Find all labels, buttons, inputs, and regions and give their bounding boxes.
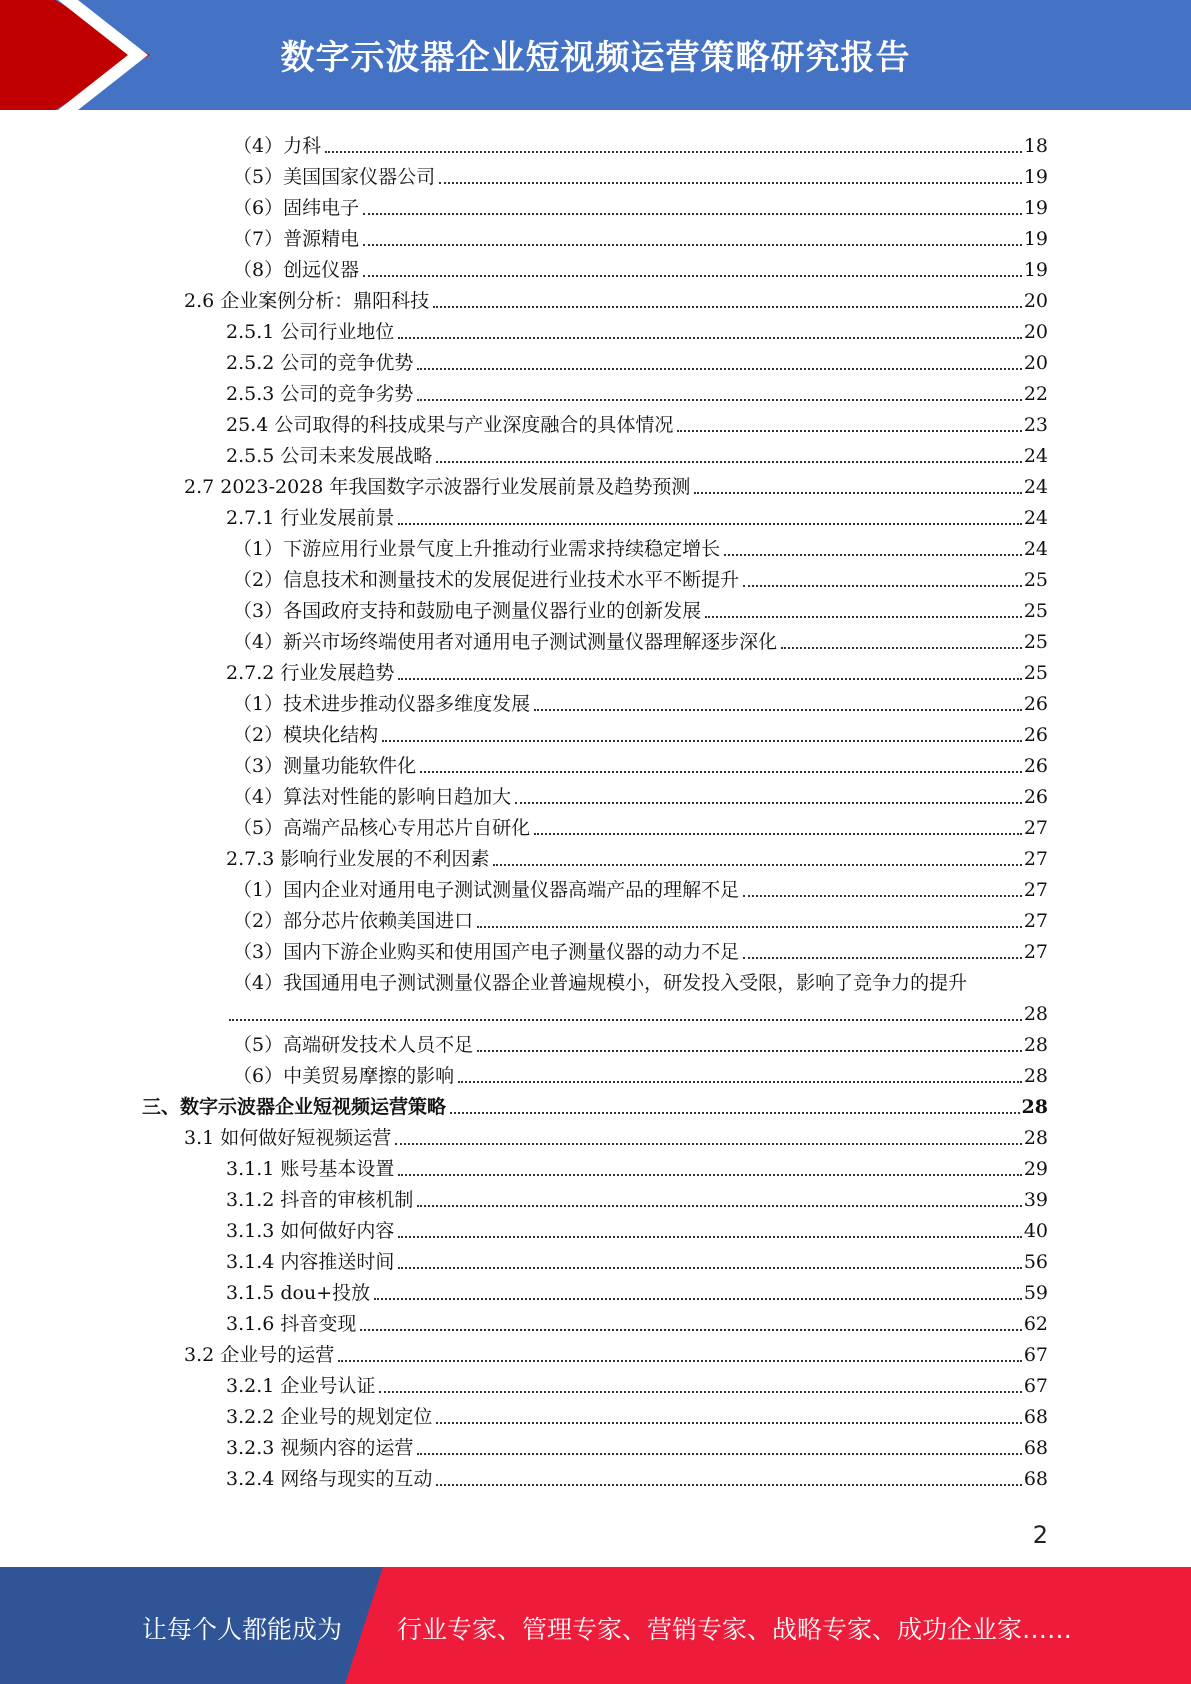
toc-entry-title: （5）高端产品核心专用芯片自研化 xyxy=(233,817,531,839)
toc-entry[interactable] xyxy=(226,840,1048,871)
toc-entry-page: 25 xyxy=(1023,631,1048,653)
toc-leader-dots xyxy=(436,1483,1021,1486)
report-title: 数字示波器企业短视频运营策略研究报告 xyxy=(280,38,911,78)
toc-entry-title: （4）力科 xyxy=(233,135,322,157)
toc-entry-page: 25 xyxy=(1023,600,1048,622)
toc-entry[interactable] xyxy=(233,127,1048,158)
toc-leader-dots xyxy=(694,491,1021,494)
toc-entry-page: 56 xyxy=(1023,1251,1048,1273)
toc-entry[interactable] xyxy=(233,1026,1048,1057)
toc-entry-title: 25.4 公司取得的科技成果与产业深度融合的具体情况 xyxy=(226,414,674,436)
toc-entry-title: （5）高端研发技术人员不足 xyxy=(233,1034,474,1056)
toc-entry[interactable] xyxy=(233,561,1048,592)
toc-leader-dots xyxy=(534,708,1022,711)
toc-entry-title: 3.1.2 抖音的审核机制 xyxy=(226,1189,414,1211)
toc-entry-page: 39 xyxy=(1023,1189,1048,1211)
toc-leader-dots xyxy=(436,460,1021,463)
toc-entry-page: 68 xyxy=(1023,1468,1048,1490)
toc-leader-dots xyxy=(781,646,1022,649)
toc-entry-title: 3.1.3 如何做好内容 xyxy=(226,1220,395,1242)
toc-entry-title: （8）创远仪器 xyxy=(233,259,360,281)
toc-entry[interactable] xyxy=(233,809,1048,840)
toc-entry-page: 26 xyxy=(1023,724,1048,746)
toc-entry-title: （4）新兴市场终端使用者对通用电子测试测量仪器理解逐步深化 xyxy=(233,631,778,653)
toc-entry[interactable] xyxy=(184,282,1048,313)
toc-entry[interactable] xyxy=(226,344,1048,375)
toc-entry-page: 25 xyxy=(1023,662,1048,684)
toc-leader-dots xyxy=(325,150,1022,153)
toc-leader-dots xyxy=(417,398,1021,401)
toc-entry[interactable] xyxy=(184,468,1048,499)
toc-entry-page: 26 xyxy=(1023,693,1048,715)
toc-entry-title: （6）中美贸易摩擦的影响 xyxy=(233,1065,455,1087)
toc-entry-title: 2.7.2 行业发展趋势 xyxy=(226,662,395,684)
footer-slogan-left: 让每个人都能成为 xyxy=(142,1615,343,1644)
page-header xyxy=(0,0,1191,110)
toc-entry[interactable] xyxy=(226,1429,1048,1460)
toc-entry-page: 20 xyxy=(1023,352,1048,374)
toc-entry-title: 3.1.6 抖音变现 xyxy=(226,1313,357,1335)
toc-entry[interactable] xyxy=(226,1460,1048,1491)
toc-entry[interactable] xyxy=(233,778,1048,809)
toc-entry[interactable] xyxy=(226,1150,1048,1181)
toc-leader-dots xyxy=(743,584,1022,587)
toc-leader-dots xyxy=(439,181,1022,184)
toc-entry[interactable] xyxy=(233,716,1048,747)
toc-entry[interactable] xyxy=(226,1274,1048,1305)
toc-entry[interactable] xyxy=(226,406,1048,437)
toc-leader-dots xyxy=(363,243,1022,246)
toc-entry-page: 23 xyxy=(1023,414,1048,436)
toc-leader-dots xyxy=(705,615,1022,618)
toc-entry-title: （6）固纬电子 xyxy=(233,197,360,219)
toc-entry-title: （1）下游应用行业景气度上升推动行业需求持续稳定增长 xyxy=(233,538,721,560)
toc-entry-title: （1）国内企业对通用电子测试测量仪器高端产品的理解不足 xyxy=(233,879,740,901)
toc-leader-dots xyxy=(477,925,1022,928)
toc-entry-page: 19 xyxy=(1023,166,1048,188)
toc-entry[interactable] xyxy=(226,1212,1048,1243)
toc-leader-dots xyxy=(534,832,1022,835)
toc-leader-dots xyxy=(382,739,1022,742)
toc-entry-title: 2.7.3 影响行业发展的不利因素 xyxy=(226,848,490,870)
toc-leader-dots xyxy=(338,1359,1022,1362)
toc-leader-dots xyxy=(417,367,1021,370)
toc-entry[interactable] xyxy=(233,530,1048,561)
toc-entry-page: 68 xyxy=(1023,1406,1048,1428)
toc-leader-dots xyxy=(493,863,1021,866)
toc-leader-dots xyxy=(724,553,1022,556)
toc-entry-title: （1）技术进步推动仪器多维度发展 xyxy=(233,693,531,715)
toc-entry-title: （7）普源精电 xyxy=(233,228,360,250)
toc-entry-page: 59 xyxy=(1023,1282,1048,1304)
toc-leader-dots xyxy=(398,522,1021,525)
toc-entry-page: 19 xyxy=(1023,228,1048,250)
toc-entry-page: 29 xyxy=(1023,1158,1048,1180)
toc-entry-wrapped-first-line[interactable] xyxy=(233,964,1048,995)
toc-entry-page: 68 xyxy=(1023,1437,1048,1459)
toc-entry-title: 三、数字示波器企业短视频运营策略 xyxy=(142,1096,447,1118)
toc-leader-dots xyxy=(398,1173,1021,1176)
toc-leader-dots xyxy=(515,801,1022,804)
toc-leader-dots xyxy=(363,212,1022,215)
toc-entry-title: 3.1 如何做好短视频运营 xyxy=(184,1127,392,1149)
toc-entry-page: 27 xyxy=(1023,910,1048,932)
toc-leader-dots xyxy=(374,1297,1022,1300)
toc-entry-page: 28 xyxy=(1021,1096,1048,1118)
toc-leader-dots xyxy=(417,1452,1021,1455)
toc-entry-title: 3.2 企业号的运营 xyxy=(184,1344,335,1366)
toc-entry-page: 19 xyxy=(1023,259,1048,281)
toc-entry-title: 3.1.4 内容推送时间 xyxy=(226,1251,395,1273)
toc-entry-page: 26 xyxy=(1023,786,1048,808)
toc-entry[interactable] xyxy=(233,251,1048,282)
toc-entry-page: 27 xyxy=(1023,817,1048,839)
toc-entry-page: 28 xyxy=(1023,1065,1048,1087)
toc-leader-dots xyxy=(477,1049,1022,1052)
toc-leader-dots xyxy=(360,1328,1021,1331)
toc-entry[interactable] xyxy=(233,158,1048,189)
toc-leader-dots xyxy=(450,1111,1020,1114)
toc-entry-page: 67 xyxy=(1023,1375,1048,1397)
toc-entry[interactable] xyxy=(184,1336,1048,1367)
toc-entry-title: 2.5.5 公司未来发展战略 xyxy=(226,445,433,467)
toc-entry-title: （4）我国通用电子测试测量仪器企业普遍规模小，研发投入受限，影响了竞争力的提升 xyxy=(233,972,968,994)
toc-entry-title: 2.5.2 公司的竞争优势 xyxy=(226,352,414,374)
toc-entry-wrapped-second-line[interactable] xyxy=(229,995,1048,1026)
toc-entry-page: 22 xyxy=(1023,383,1048,405)
toc-entry-page: 24 xyxy=(1023,538,1048,560)
toc-entry-page: 19 xyxy=(1023,197,1048,219)
toc-entry[interactable] xyxy=(233,933,1048,964)
toc-entry-page: 25 xyxy=(1023,569,1048,591)
toc-entry[interactable] xyxy=(233,871,1048,902)
toc-entry[interactable] xyxy=(233,685,1048,716)
toc-entry[interactable] xyxy=(226,1243,1048,1274)
toc-entry-title: 3.1.1 账号基本设置 xyxy=(226,1158,395,1180)
toc-entry[interactable] xyxy=(233,592,1048,623)
toc-entry[interactable] xyxy=(226,1398,1048,1429)
toc-entry-page: 24 xyxy=(1023,507,1048,529)
toc-entry[interactable] xyxy=(226,1181,1048,1212)
toc-entry[interactable] xyxy=(233,902,1048,933)
toc-entry-title: （3）测量功能软件化 xyxy=(233,755,417,777)
toc-entry-title: 3.2.2 企业号的规划定位 xyxy=(226,1406,433,1428)
toc-entry-page: 24 xyxy=(1023,445,1048,467)
page-number: 2 xyxy=(1032,1521,1048,1549)
toc-entry-page: 40 xyxy=(1023,1220,1048,1242)
toc-entry[interactable] xyxy=(226,654,1048,685)
toc-entry[interactable] xyxy=(233,189,1048,220)
toc-leader-dots xyxy=(436,1421,1021,1424)
toc-entry-title: （3）各国政府支持和鼓励电子测量仪器行业的创新发展 xyxy=(233,600,702,622)
toc-leader-dots xyxy=(398,336,1021,339)
toc-entry-title: （2）部分芯片依赖美国进口 xyxy=(233,910,474,932)
toc-entry[interactable] xyxy=(233,623,1048,654)
toc-entry-page: 27 xyxy=(1023,848,1048,870)
toc-entry[interactable] xyxy=(226,1367,1048,1398)
page-footer xyxy=(0,1567,1191,1684)
toc-entry-title: 3.2.3 视频内容的运营 xyxy=(226,1437,414,1459)
toc-entry-page: 27 xyxy=(1023,941,1048,963)
toc-entry[interactable] xyxy=(226,1305,1048,1336)
toc-leader-dots xyxy=(363,274,1022,277)
toc-entry-title: 3.2.1 企业号认证 xyxy=(226,1375,376,1397)
toc-leader-dots xyxy=(420,770,1022,773)
toc-entry-title: （3）国内下游企业购买和使用国产电子测量仪器的动力不足 xyxy=(233,941,740,963)
toc-entry[interactable] xyxy=(226,375,1048,406)
toc-leader-dots xyxy=(743,894,1022,897)
toc-entry-title: 2.5.3 公司的竞争劣势 xyxy=(226,383,414,405)
toc-entry-page: 28 xyxy=(1023,1127,1048,1149)
toc-entry[interactable] xyxy=(226,499,1048,530)
toc-entry-title: 2.5.1 公司行业地位 xyxy=(226,321,395,343)
toc-entry-page: 28 xyxy=(1023,1034,1048,1056)
toc-entry-page: 18 xyxy=(1023,135,1048,157)
toc-leader-dots xyxy=(398,1235,1021,1238)
toc-entry-page: 28 xyxy=(1023,1003,1048,1025)
toc-entry-page: 62 xyxy=(1023,1313,1048,1335)
toc-entry-page: 26 xyxy=(1023,755,1048,777)
toc-entry-title: 3.1.5 dou+投放 xyxy=(226,1282,371,1304)
toc-leader-dots xyxy=(379,1390,1021,1393)
toc-leader-dots xyxy=(417,1204,1021,1207)
toc-leader-dots xyxy=(677,429,1021,432)
toc-entry-title: （2）信息技术和测量技术的发展促进行业技术水平不断提升 xyxy=(233,569,740,591)
toc-entry-title: 2.7 2023-2028 年我国数字示波器行业发展前景及趋势预测 xyxy=(184,476,691,498)
toc-leader-dots xyxy=(433,305,1022,308)
toc-leader-dots xyxy=(743,956,1022,959)
toc-entry[interactable] xyxy=(233,747,1048,778)
toc-leader-dots xyxy=(229,1018,1022,1021)
toc-leader-dots xyxy=(398,1266,1021,1269)
toc-chapter-entry[interactable] xyxy=(142,1088,1048,1119)
toc-entry-title: 2.6 企业案例分析：鼎阳科技 xyxy=(184,290,430,312)
footer-slogan-right: 行业专家、管理专家、营销专家、战略专家、成功企业家…… xyxy=(397,1615,1073,1644)
toc-entry[interactable] xyxy=(184,1119,1048,1150)
toc-leader-dots xyxy=(395,1142,1022,1145)
toc-leader-dots xyxy=(398,677,1021,680)
toc-leader-dots xyxy=(458,1080,1022,1083)
toc-entry-title: （2）模块化结构 xyxy=(233,724,379,746)
toc-entry-title: （4）算法对性能的影响日趋加大 xyxy=(233,786,512,808)
toc-entry-page: 20 xyxy=(1023,321,1048,343)
toc-entry-page: 67 xyxy=(1023,1344,1048,1366)
toc-entry-page: 20 xyxy=(1023,290,1048,312)
toc-entry-title: （5）美国国家仪器公司 xyxy=(233,166,436,188)
toc-entry[interactable] xyxy=(226,313,1048,344)
toc-entry-page: 24 xyxy=(1023,476,1048,498)
toc-entry-title: 2.7.1 行业发展前景 xyxy=(226,507,395,529)
toc-entry[interactable] xyxy=(226,437,1048,468)
toc-entry-page: 27 xyxy=(1023,879,1048,901)
toc-entry[interactable] xyxy=(233,220,1048,251)
toc-entry[interactable] xyxy=(233,1057,1048,1088)
toc-entry-title: 3.2.4 网络与现实的互动 xyxy=(226,1468,433,1490)
